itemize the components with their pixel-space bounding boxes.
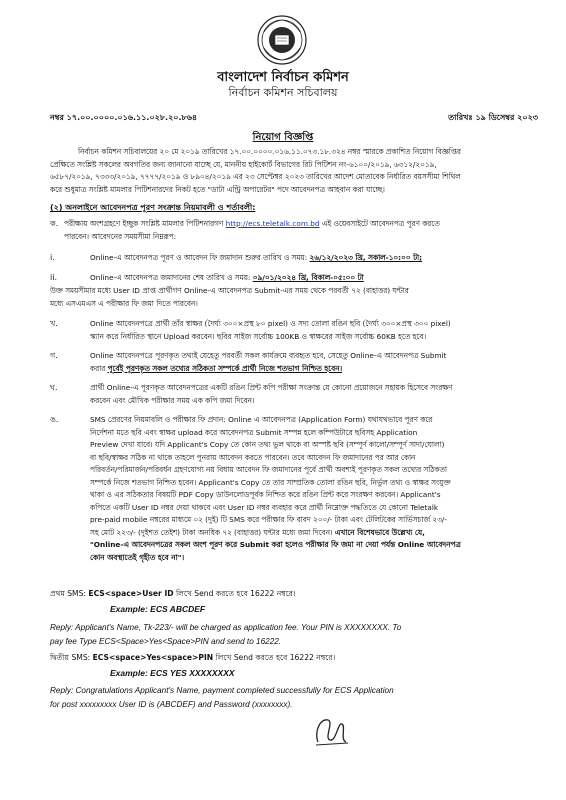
secretariat-name: নির্বাচন কমিশন সচিবালয় bbox=[228, 86, 338, 99]
item-marker: ক. bbox=[50, 219, 59, 228]
sms-text: লিখে Send করতে হবে 16222 নম্বরে। bbox=[215, 653, 336, 662]
reply-line: for post xxxxxxxxx User ID is (ABCDEF) and Password (xxxxxxxx). bbox=[50, 699, 293, 709]
reply-1 bbox=[50, 621, 544, 648]
item-text: পারবেন। আবেদনের সময়সীমা নিম্নরূপ: bbox=[64, 231, 177, 241]
sms-command: ECS<space>User ID bbox=[88, 589, 174, 598]
item-text: সম্পর্কে নিজে শতভাগ নিশ্চিত হবেন। Applicant's Copy তে তার সাম্প্রতিক তোলা রঙিন ছবি, নির্ভুল তথ্য ও স্বাক্ষর সংযুক্ত bbox=[90, 477, 451, 487]
item-text: থাকা ও এর সঠিকতার বিষয়টি PDF Copy ডাউনলোডপূর্বক নিশ্চিত করে রঙিন প্রিন্ট করে সংরক্ষণ করবেন। Applicant's bbox=[90, 490, 441, 499]
item-emphasis: কোন অবস্থাতেই গৃহীত হবে না"। bbox=[90, 552, 185, 562]
item-emphasis: পূর্বেই পূরণকৃত সকল তথ্যের সঠিকতা সম্পর্কে প্রার্থী নিজে শতভাগ নিশ্চিত হবেন। bbox=[107, 363, 343, 373]
example-2: Example: ECS YES XXXXXXXX bbox=[110, 668, 235, 678]
second-sms-instruction bbox=[50, 652, 335, 665]
list-item bbox=[50, 318, 544, 346]
item-text: Online-এ আবেদনপত্র জমাদানের শেষ তারিখ ও সময়: bbox=[90, 273, 251, 282]
reply-line: Reply: Congratulations Applicant's Name, payment completed successfully for ECS Application bbox=[50, 686, 394, 695]
item-text: নির্দেশনা মতে ছবি এবং স্বাক্ষর upload করে আবেদনপত্র Submit সম্পন্ন হলে কম্পিউটারে ছবিসহ Application bbox=[90, 427, 418, 437]
intro-line: নির্বাচন কমিশন সচিবালয়ের ২০ মে ২০১৯ তারিখের ১৭.০০.০০০০.০১৬.১১.০৭৩.১৮.৩২৪ নম্বর স্মারকে প্রকাশিত নিয়োগ বিজ্ঞপ্তির bbox=[78, 147, 461, 156]
intro-line: প্রেক্ষিতে সংশ্লিষ্ট সকলের অবগতির জন্য জানানো যাচ্ছে যে, মাননীয় হাইকোর্ট বিভাগের রিট পিটিশন নং-৬১০০/২০১৯, ৬৩১২/২০১৯, bbox=[50, 159, 437, 169]
item-text: কপিতে একটি User ID নম্বর দেয়া থাকবে এবং User ID নম্বর ব্যবহার করে প্রার্থী নিম্নোক্ত পদ্ধতিতে যে কোনো Teletalk bbox=[90, 502, 439, 512]
item-marker: ii. bbox=[50, 273, 57, 282]
government-seal-icon bbox=[256, 14, 308, 66]
item-marker: ঘ. bbox=[50, 383, 58, 392]
item-text: করবেন এবং মৌখিক পরীক্ষার সময় এক কপি জমা দিবেন। bbox=[90, 395, 255, 405]
intro-paragraph bbox=[50, 146, 544, 196]
item-text: Online আবেদনপত্রে প্রার্থী তাঁর স্বাক্ষর (দৈর্ঘ্য ৩০০×প্রস্থ ৮০ pixel) ও সদ্য তোলা রঙিন ছবি (দৈর্ঘ্য ৩০০×প্রস্থ ৩০০ pixel) bbox=[90, 319, 451, 328]
sms-text: লিখে Send করতে হবে 16222 নম্বরে। bbox=[176, 589, 296, 598]
item-text: উক্ত সময়সীমার মধ্যে User ID প্রাপ্ত প্রার্থীগণ Online-এ আবেদনপত্র Submit-এর সময় থেকে পরবর্তী ৭২ (বাহাত্তর) ঘন্টার bbox=[50, 286, 409, 295]
reply-2 bbox=[50, 684, 544, 711]
item-text: পরীক্ষায় অংশগ্রহণে ইচ্ছুক সংশ্লিষ্ট মামলার পিটিশনারগণ bbox=[64, 219, 224, 228]
start-date: ২৬/১২/২০২৩ খ্রি, সকাল-১০:০০ টা; bbox=[309, 253, 423, 262]
first-sms-instruction bbox=[50, 588, 296, 601]
item-marker: গ. bbox=[50, 351, 58, 360]
intro-line: করে শুধুমাত্র সংশ্লিষ্ট মামলার পিটিশনারদের নিকট হতে "ডাটা এন্ট্রি অপারেটর" পদে আবেদনপত্র আহবান করা যাচ্ছে। bbox=[50, 184, 385, 194]
sms-label: প্রথম SMS: bbox=[50, 589, 86, 598]
signature-icon bbox=[312, 712, 352, 748]
notice-date: তারিখঃ ১৯ ডিসেম্বর ২০২৩ bbox=[448, 113, 538, 122]
section-heading: (২) অনলাইনে আবেদনপত্র পূরণ সংক্রান্ত নিয়মাবলী ও শর্তাবলী: bbox=[50, 203, 256, 212]
item-text: পরিবর্তন/পরিমার্জন/পরিবর্ধন গ্রহণযোগ্য নয় বিধায় আবেদন ফি জমাদানের পূর্বে প্রার্থী অবশ্যই পূরণকৃত সকল তথ্যের সঠিকতা bbox=[90, 465, 447, 474]
item-emphasis: এখানে বিশেষভাবে উল্লেখ্য যে, bbox=[334, 527, 425, 537]
item-text: SMS প্রেরণের নিয়মাবলি ও পরীক্ষার ফি প্রদান: Online এ আবেদনপত্র (Application Form) যথাযথভাবে পূরণ করে bbox=[90, 415, 433, 424]
item-marker: ঙ. bbox=[50, 415, 59, 424]
sms-command: ECS<space>Yes<space>PIN bbox=[92, 653, 214, 662]
item-text: প্রার্থী Online-এ পূরণকৃত আবেদনপত্রের একটি রঙিন প্রিন্ট কপি পরীক্ষা সংক্রান্ত যে কোনো প্রয়োজনে সহায়ক হিসেবে সংরক্ষণ bbox=[90, 383, 453, 392]
item-text: Online আবেদনপত্রে পূরণকৃত তথ্যই যেহেতু পরবর্তী সকল কার্যক্রমে ব্যবহৃত হবে, সেহেতু Online-এ আবেদনপত্র Submit bbox=[90, 351, 447, 360]
item-text: সহ মোট ২২৩/- (দুইশত তেইশ) টাকা অনধিক ৭২ (বাহাত্তর) ঘন্টার মধ্যে জমা দিবেন। bbox=[90, 527, 333, 537]
item-marker: খ. bbox=[50, 319, 58, 328]
intro-line: ৬৫৮৭/২০১৯, ৭৩৩৩/২০১৯, ৭৭৭৭/২০১৯ ও ৮৯০৪/২০১৯ এর ২৩ সেপ্টেম্বর ২০২৩ তারিখের আদেশ মোতাবেক নির্ধারিত বয়সসীমা শিথিল bbox=[50, 172, 461, 181]
list-item bbox=[50, 414, 544, 574]
org-name: বাংলাদেশ নির্বাচন কমিশন bbox=[217, 70, 349, 85]
end-date: ০৯/০১/২০২৪ খ্রি, বিকাল-০৫:০০ টা bbox=[252, 273, 364, 282]
notice-title: নিয়োগ বিজ্ঞপ্তি bbox=[252, 132, 314, 143]
item-emphasis: "Online-এ আবেদনপত্রের সকল অংশ পূরণ করে Submit করা হলেও পরীক্ষার ফি জমা না দেয়া পর্যন্ত Online আবেদনপত্র bbox=[90, 540, 461, 549]
teletalk-website-link[interactable]: http://ecs.teletalk.com.bd bbox=[225, 219, 320, 228]
item-text: এই ওয়েবসাইটে আবেদনপত্র পূরণ করতে bbox=[321, 219, 440, 228]
item-text: করার bbox=[90, 363, 106, 373]
item-text: স্ক্যান করে নির্ধারিত স্থানে Upload করবেন। ছবির সাইজ সর্বোচ্চ 100KB ও স্বাক্ষরের সাইজ সর্বোচ্চ 60KB হতে হবে। bbox=[90, 331, 427, 341]
item-text: pre-paid mobile নম্বরের মাধ্যমে ০২ (দুই) টি SMS করে পরীক্ষার ফি বাবদ ২০০/- টাকা এবং টেলিটকের সার্ভিসচার্জ ২৩/- bbox=[90, 515, 447, 524]
reply-line: Reply: Applicant's Name, Tk-223/- will be charged as application fee. Your PIN is XXXXXXXX. To bbox=[50, 623, 402, 632]
item-text: বা ছবি/স্বাক্ষর সঠিক না থাকে তাহলে পুনরায় আবেদন করতে পারবেন। তবে আবেদন ফি জমাদানের পর আর কোন bbox=[90, 452, 416, 462]
sms-label: দ্বিতীয় SMS: bbox=[50, 653, 91, 662]
item-text: Preview দেখা যাবে। যদি Applicant's Copy তে কোন তথ্য ভুল থাকে বা অস্পষ্ট ছবি (সম্পূর্ণ কালো/সম্পূর্ণ সাদা/ঘোলা) bbox=[90, 440, 445, 449]
list-item bbox=[50, 218, 544, 244]
list-item bbox=[50, 272, 544, 312]
list-item bbox=[50, 382, 544, 410]
item-text: Online-এ আবেদনপত্র পূরণ ও আবেদন ফি জমাদান শুরুর তারিখ ও সময়: bbox=[90, 253, 308, 262]
list-item bbox=[50, 252, 544, 266]
reply-line: pay fee Type ECS<Space>Yes<Space>PIN and send to 16222. bbox=[50, 636, 282, 646]
example-1: Example: ECS ABCDEF bbox=[110, 604, 206, 614]
list-item bbox=[50, 350, 544, 378]
item-text: মধ্যে এসএমএস এ পরীক্ষার ফি জমা দিতে পারবেন। bbox=[50, 298, 198, 308]
memo-number: নম্বর ১৭.০০.০০০০.০১৬.১১.০২৮.২০.৮৬৪ bbox=[50, 113, 198, 122]
item-marker: i. bbox=[50, 253, 55, 262]
